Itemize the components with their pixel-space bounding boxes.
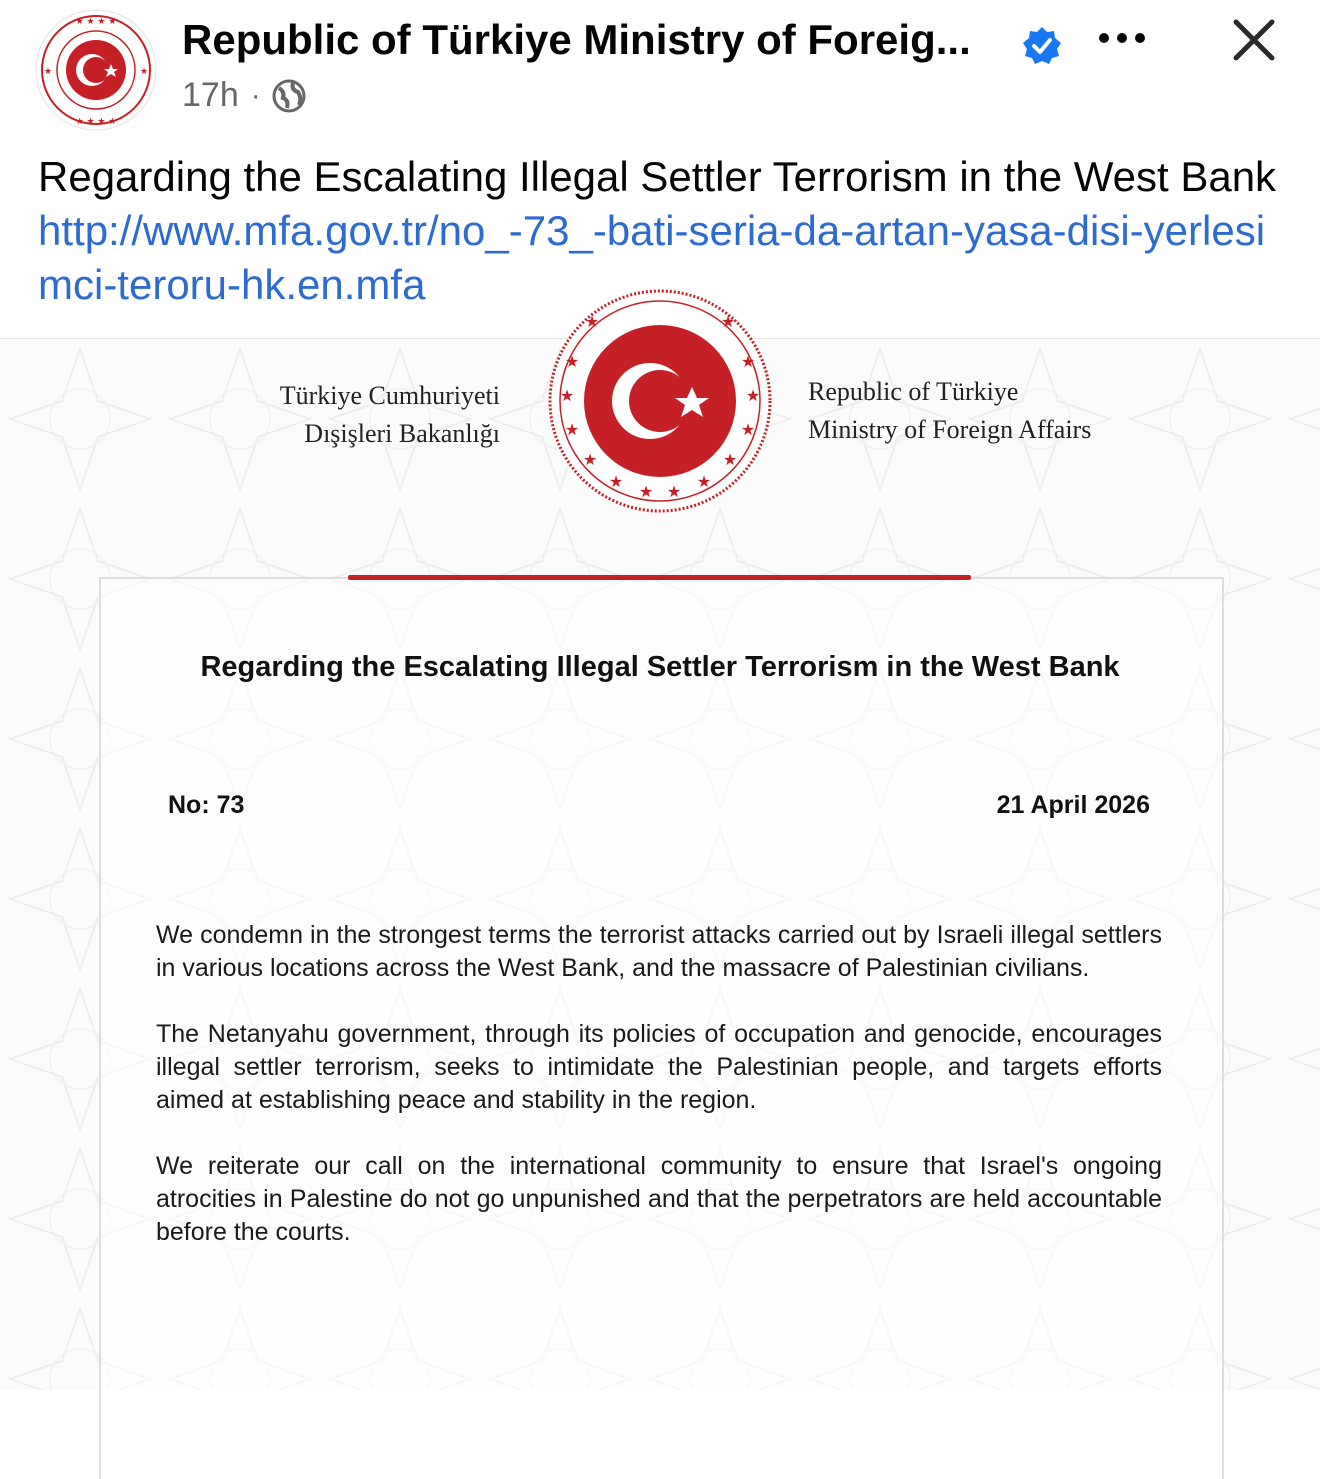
document-title: Regarding the Escalating Illegal Settler Terrorism in the West Bank [200, 651, 1120, 683]
svg-text:★: ★ [582, 450, 598, 469]
ministry-english-line-1: Republic of Türkiye [808, 377, 1019, 406]
document-paragraph: We reiterate our call on the international community to ensure that Israel's ongoing atrocities in Palestine do not go unpunished and that the perpetrators are held accountable before the courts. [156, 1152, 1162, 1246]
ministry-turkish-line-2: Dışişleri Bakanlığı [304, 419, 500, 448]
svg-text:★: ★ [722, 450, 738, 469]
ministry-turkish-line-1: Türkiye Cumhuriyeti [279, 381, 500, 410]
svg-text:★: ★ [745, 386, 761, 405]
post-meta [182, 76, 307, 115]
ministry-seal-icon [542, 312, 778, 519]
more-dots-icon[interactable] [1096, 26, 1148, 50]
document-paragraph: We condemn in the strongest terms the terrorist attacks carried out by Israeli illegal settlers in various locations across the West Bank, and the massacre of Palestinian civilians. [156, 921, 1162, 982]
svg-text:★: ★ [139, 67, 149, 77]
post-text [38, 150, 1288, 312]
avatar[interactable] [34, 8, 158, 132]
globe-icon[interactable] [271, 78, 307, 114]
svg-text:★: ★ [666, 482, 682, 501]
svg-text:★: ★ [740, 352, 756, 371]
svg-text:★: ★ [720, 312, 736, 331]
ministry-name-turkish [280, 377, 500, 453]
svg-text:★: ★ [608, 472, 624, 491]
post-timestamp[interactable]: 17h [182, 76, 239, 114]
meta-separator: · [250, 78, 261, 112]
svg-text:★: ★ [584, 312, 600, 331]
svg-text:★ ★ ★ ★: ★ ★ ★ ★ [75, 17, 117, 27]
post-image-document[interactable] [0, 312, 1320, 1390]
post-caption: Regarding the Escalating Illegal Settler Terrorism in the West Bank [38, 153, 1277, 200]
header-divider [348, 575, 971, 580]
svg-text:★: ★ [559, 386, 575, 405]
page-name-link[interactable]: Republic of Türkiye Ministry of Foreig... [182, 16, 971, 63]
svg-text:★: ★ [43, 67, 53, 77]
svg-text:★: ★ [564, 420, 580, 439]
svg-text:★: ★ [740, 420, 756, 439]
ministry-english-line-2: Ministry of Foreign Affairs [808, 415, 1092, 444]
svg-text:★: ★ [564, 352, 580, 371]
close-icon[interactable] [1230, 16, 1278, 64]
document-paragraph: The Netanyahu government, through its policies of occupation and genocide, encourages illegal settler terrorism, seeks to intimidate the Palestinian people, and targets efforts aimed at establishing peace and stability in the region. [156, 1020, 1162, 1114]
svg-text:★ ★ ★ ★: ★ ★ ★ ★ [75, 117, 117, 127]
document-number: No: 73 [168, 791, 245, 819]
document-date: 21 April 2026 [996, 791, 1150, 819]
svg-text:★: ★ [638, 482, 654, 501]
document-body [156, 919, 1162, 1282]
ministry-name-english [808, 373, 1091, 449]
post-header [0, 0, 1320, 140]
verified-badge-icon [1022, 26, 1062, 66]
post-link[interactable]: http://www.mfa.gov.tr/no_-73_-bati-seria-da-artan-yasa-disi-yerlesimci-teroru-hk.en.mfa [38, 207, 1266, 308]
svg-text:★: ★ [696, 472, 712, 491]
